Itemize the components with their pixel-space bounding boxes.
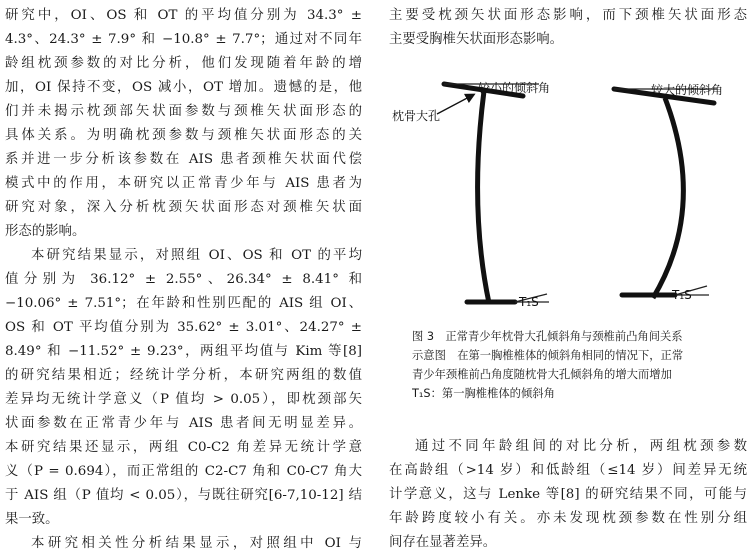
right-spine-model bbox=[614, 89, 717, 298]
body-text-line: 果一致。 bbox=[5, 512, 59, 527]
body-text-line: 研究对象，深入分析枕颈矢状面形态对颈椎矢状面 bbox=[5, 200, 362, 215]
body-text-line: 义（P = 0.694），而正常组的 C2-C7 角和 C0-C7 角大 bbox=[5, 464, 362, 479]
t1s-label-left: T₁S bbox=[519, 295, 539, 309]
body-text-line: OS 和 OT 平均值分别为 35.62° ± 3.01°、24.27° ± bbox=[5, 320, 362, 335]
paragraph-start-line: 通过不同年龄组间的对比分析，两组枕颈参数 bbox=[415, 439, 747, 454]
large-angle-label: 较大的倾斜角 bbox=[651, 83, 724, 97]
caption-line: 示意图 在第一胸椎椎体的倾斜角相同的情况下，正常 bbox=[412, 349, 684, 362]
small-angle-label: 较小的倾斜角 bbox=[478, 81, 551, 95]
paragraph-start-line: 本研究相关性分析结果显示，对照组中 OI 与 bbox=[31, 536, 362, 551]
body-text-line: 年龄跨度较小有关。亦未发现枕颈参数在性别分组 bbox=[389, 511, 747, 526]
body-text-line: 本研究结果还显示，两组 C0-C2 角差异无统计学意 bbox=[5, 440, 362, 455]
figure-3-diagram bbox=[389, 58, 747, 318]
body-text-line: 计学意义，这与 Lenke 等[8] 的研究结果不同，可能与 bbox=[389, 487, 747, 502]
body-text-line: 研究中，OI、OS 和 OT 的平均值分别为 34.3° ± bbox=[5, 8, 362, 23]
body-text-line: 4.3°、24.3° ± 7.9° 和 −10.8° ± 7.7°；通过对不同年 bbox=[5, 32, 362, 47]
body-text-line: 们并未揭示枕颈部矢状面参数与颈椎矢状面形态的 bbox=[5, 104, 362, 119]
body-text-line: 主要受枕颈矢状面形态影响，而下颈椎矢状面形态 bbox=[389, 8, 747, 23]
body-text-line: 间存在显著差异。 bbox=[389, 535, 497, 550]
t1s-label-right: T₁S bbox=[672, 288, 692, 302]
body-text-line: 8.49° 和 −11.52° ± 9.23°，两组平均值与 Kim 等[8] bbox=[5, 344, 362, 359]
paragraph-start-line: 本研究结果显示，对照组 OI、OS 和 OT 的平均 bbox=[31, 248, 362, 263]
body-text-line: 模式中的作用，本研究以正常青少年与 AIS 患者为 bbox=[5, 176, 362, 191]
body-text-line: 的研究结果相近；经统计学分析，本研究两组的数值 bbox=[5, 368, 362, 383]
foramen-label: 枕骨大孔 bbox=[392, 109, 441, 123]
body-text-line: 具体关系。为明确枕颈参数与颈椎矢状面形态的关 bbox=[5, 128, 362, 143]
caption-line: T₁S：第一胸椎椎体的倾斜角 bbox=[412, 387, 555, 400]
spine-angle-illustration bbox=[389, 58, 747, 318]
body-text-line: 值分别为 36.12° ± 2.55°、26.34° ± 8.41° 和 bbox=[5, 272, 362, 287]
body-text-line: −10.06° ± 7.51°；在年龄和性别匹配的 AIS 组 OI、 bbox=[5, 296, 362, 311]
body-text-line: 于 AIS 组（P 值均 < 0.05），与既往研究[6-7,10-12] 结 bbox=[5, 488, 362, 503]
body-text-line: 主要受胸椎矢状面形态影响。 bbox=[389, 32, 564, 47]
body-text-line: 加，OI 保持不变，OS 减小，OT 增加。遗憾的是，他 bbox=[5, 80, 362, 95]
body-text-line: 状面参数在正常青少年与 AIS 患者间无明显差异。 bbox=[5, 416, 362, 431]
foramen-pointer-arrow bbox=[437, 96, 471, 114]
left-spine-model bbox=[444, 84, 549, 303]
body-text-line: 在高龄组（>14 岁）和低龄组（≤14 岁）间差异无统 bbox=[389, 463, 747, 478]
body-text-line: 差异均无统计学意义（P 值均 > 0.05），即枕颈部矢 bbox=[5, 392, 362, 407]
caption-line: 青少年颈椎前凸角度随枕骨大孔倾斜角的增大而增加 bbox=[412, 368, 672, 381]
caption-line: 图 3 正常青少年枕骨大孔倾斜角与颈椎前凸角间关系 bbox=[412, 330, 683, 343]
body-text-line: 形态的影响。 bbox=[5, 224, 86, 239]
body-text-line: 系并进一步分析该参数在 AIS 患者颈椎矢状面代偿 bbox=[5, 152, 362, 167]
body-text-line: 龄组枕颈参数的对比分析，他们发现随着年龄的增 bbox=[5, 56, 362, 71]
